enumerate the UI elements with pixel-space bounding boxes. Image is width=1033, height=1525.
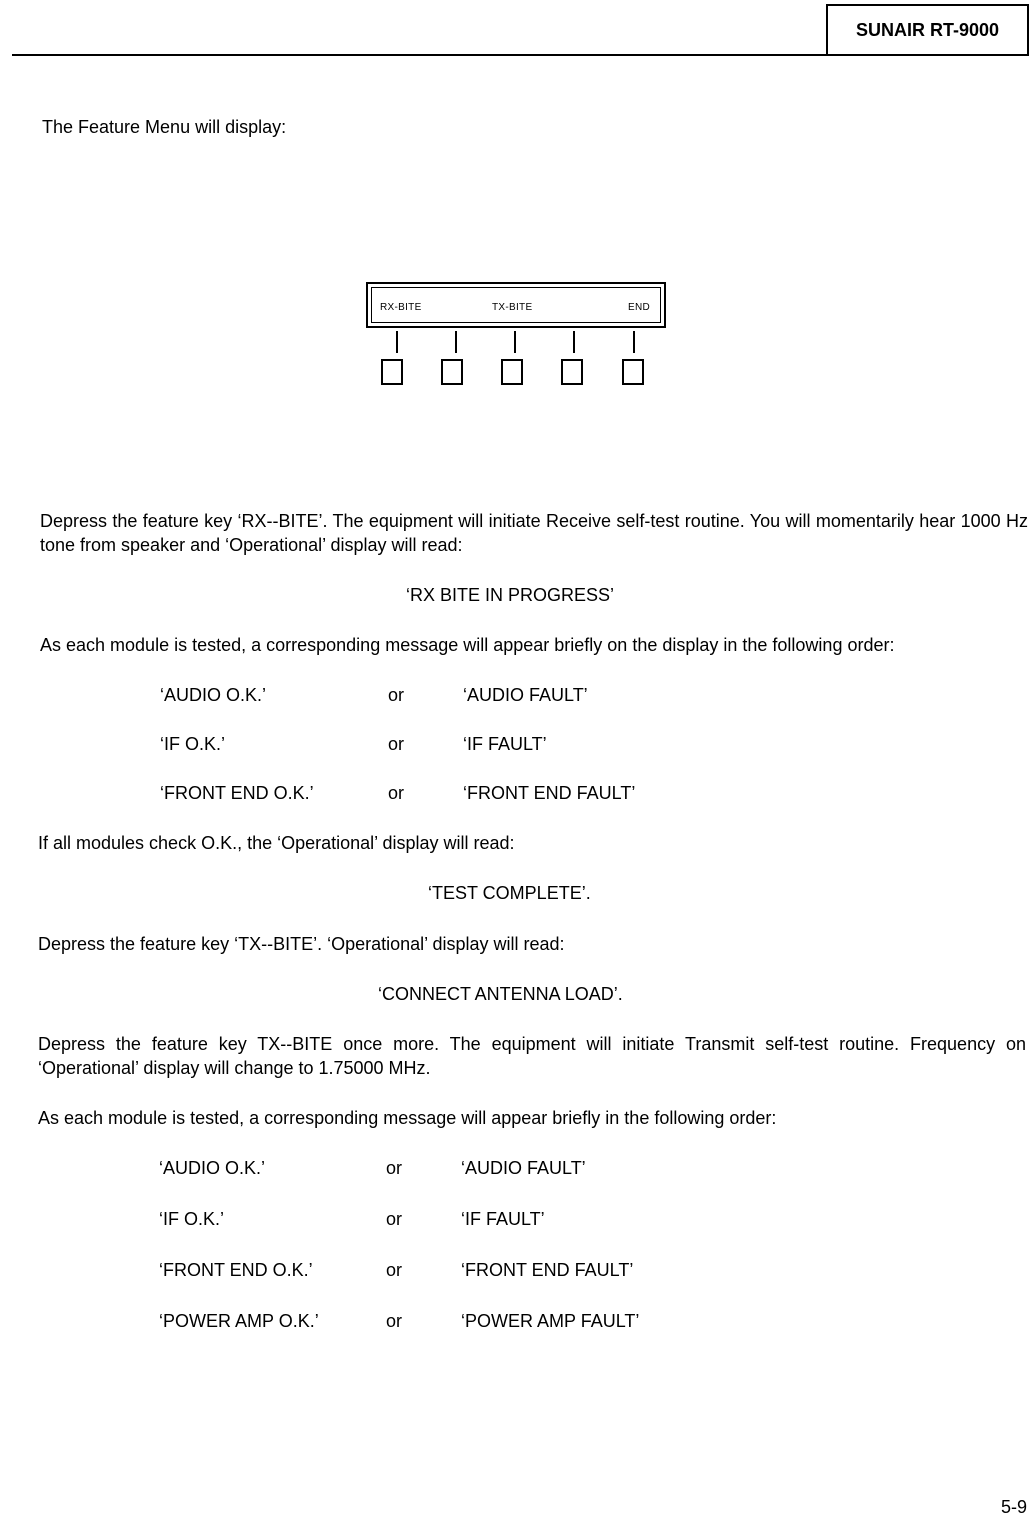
rx-audio-or: or xyxy=(388,685,405,705)
tx-power-amp-ok: ‘POWER AMP O.K.’ xyxy=(159,1311,319,1331)
tx-if-fault: ‘IF FAULT’ xyxy=(461,1209,545,1229)
feature-key-1 xyxy=(381,359,403,385)
tx-power-amp-fault: ‘POWER AMP FAULT’ xyxy=(461,1311,640,1331)
para-rx-modules: As each module is tested, a corresponding message will appear briefly on the display in the following order: xyxy=(40,635,895,655)
tx-front-end-fault: ‘FRONT END FAULT’ xyxy=(461,1260,634,1280)
feature-key-2 xyxy=(441,359,463,385)
para-all-ok: If all modules check O.K., the ‘Operational’ display will read: xyxy=(38,833,515,853)
key-connector-5 xyxy=(633,331,635,353)
page-number: 5-9 xyxy=(1000,1497,1027,1517)
header-title: SUNAIR RT-9000 xyxy=(826,4,1029,54)
lcd-label-end: END xyxy=(627,302,650,313)
key-connector-2 xyxy=(455,331,457,353)
key-connector-1 xyxy=(396,331,398,353)
rx-front-end-ok: ‘FRONT END O.K.’ xyxy=(160,783,314,803)
rx-if-or: or xyxy=(388,734,405,754)
para-tx-bite: Depress the feature key ‘TX--BITE’. ‘Operational’ display will read: xyxy=(38,934,565,954)
lcd-label-tx-bite: TX-BITE xyxy=(492,302,533,313)
para-tx-modules: As each module is tested, a corresponding message will appear briefly in the following order: xyxy=(38,1108,777,1128)
tx-if-or: or xyxy=(386,1209,403,1229)
lcd-display xyxy=(366,282,666,328)
lcd-label-rx-bite: RX-BITE xyxy=(380,302,422,313)
rx-audio-fault: ‘AUDIO FAULT’ xyxy=(463,685,588,705)
feature-key-3 xyxy=(501,359,523,385)
rx-if-fault: ‘IF FAULT’ xyxy=(463,734,547,754)
connect-load-message: ‘CONNECT ANTENNA LOAD’. xyxy=(378,984,623,1004)
key-connector-3 xyxy=(514,331,516,353)
key-connector-4 xyxy=(573,331,575,353)
rx-front-end-or: or xyxy=(388,783,405,803)
tx-front-end-or: or xyxy=(386,1260,403,1280)
feature-key-5 xyxy=(622,359,644,385)
feature-key-4 xyxy=(561,359,583,385)
rx-front-end-fault: ‘FRONT END FAULT’ xyxy=(463,783,636,803)
tx-if-ok: ‘IF O.K.’ xyxy=(159,1209,225,1229)
intro-text: The Feature Menu will display: xyxy=(42,117,287,137)
para-tx-again: Depress the feature key TX--BITE once more. The equipment will initiate Transmit self-test routine. Frequency on ‘Operational’ display will change to 1.75000 MHz. xyxy=(38,1034,1026,1078)
tx-audio-or: or xyxy=(386,1158,403,1178)
rx-audio-ok: ‘AUDIO O.K.’ xyxy=(160,685,267,705)
tx-audio-fault: ‘AUDIO FAULT’ xyxy=(461,1158,586,1178)
tx-front-end-ok: ‘FRONT END O.K.’ xyxy=(159,1260,313,1280)
rx-if-ok: ‘IF O.K.’ xyxy=(160,734,226,754)
header-rule xyxy=(12,54,1029,56)
test-complete-message: ‘TEST COMPLETE’. xyxy=(428,883,591,903)
rx-progress-message: ‘RX BITE IN PROGRESS’ xyxy=(406,585,615,605)
tx-power-amp-or: or xyxy=(386,1311,403,1331)
para-rx-bite: Depress the feature key ‘RX--BITE’. The equipment will initiate Receive self-test routine. You will momentarily hear 1000 Hz tone from speaker and ‘Operational’ display will read: xyxy=(40,511,1028,555)
tx-audio-ok: ‘AUDIO O.K.’ xyxy=(159,1158,266,1178)
